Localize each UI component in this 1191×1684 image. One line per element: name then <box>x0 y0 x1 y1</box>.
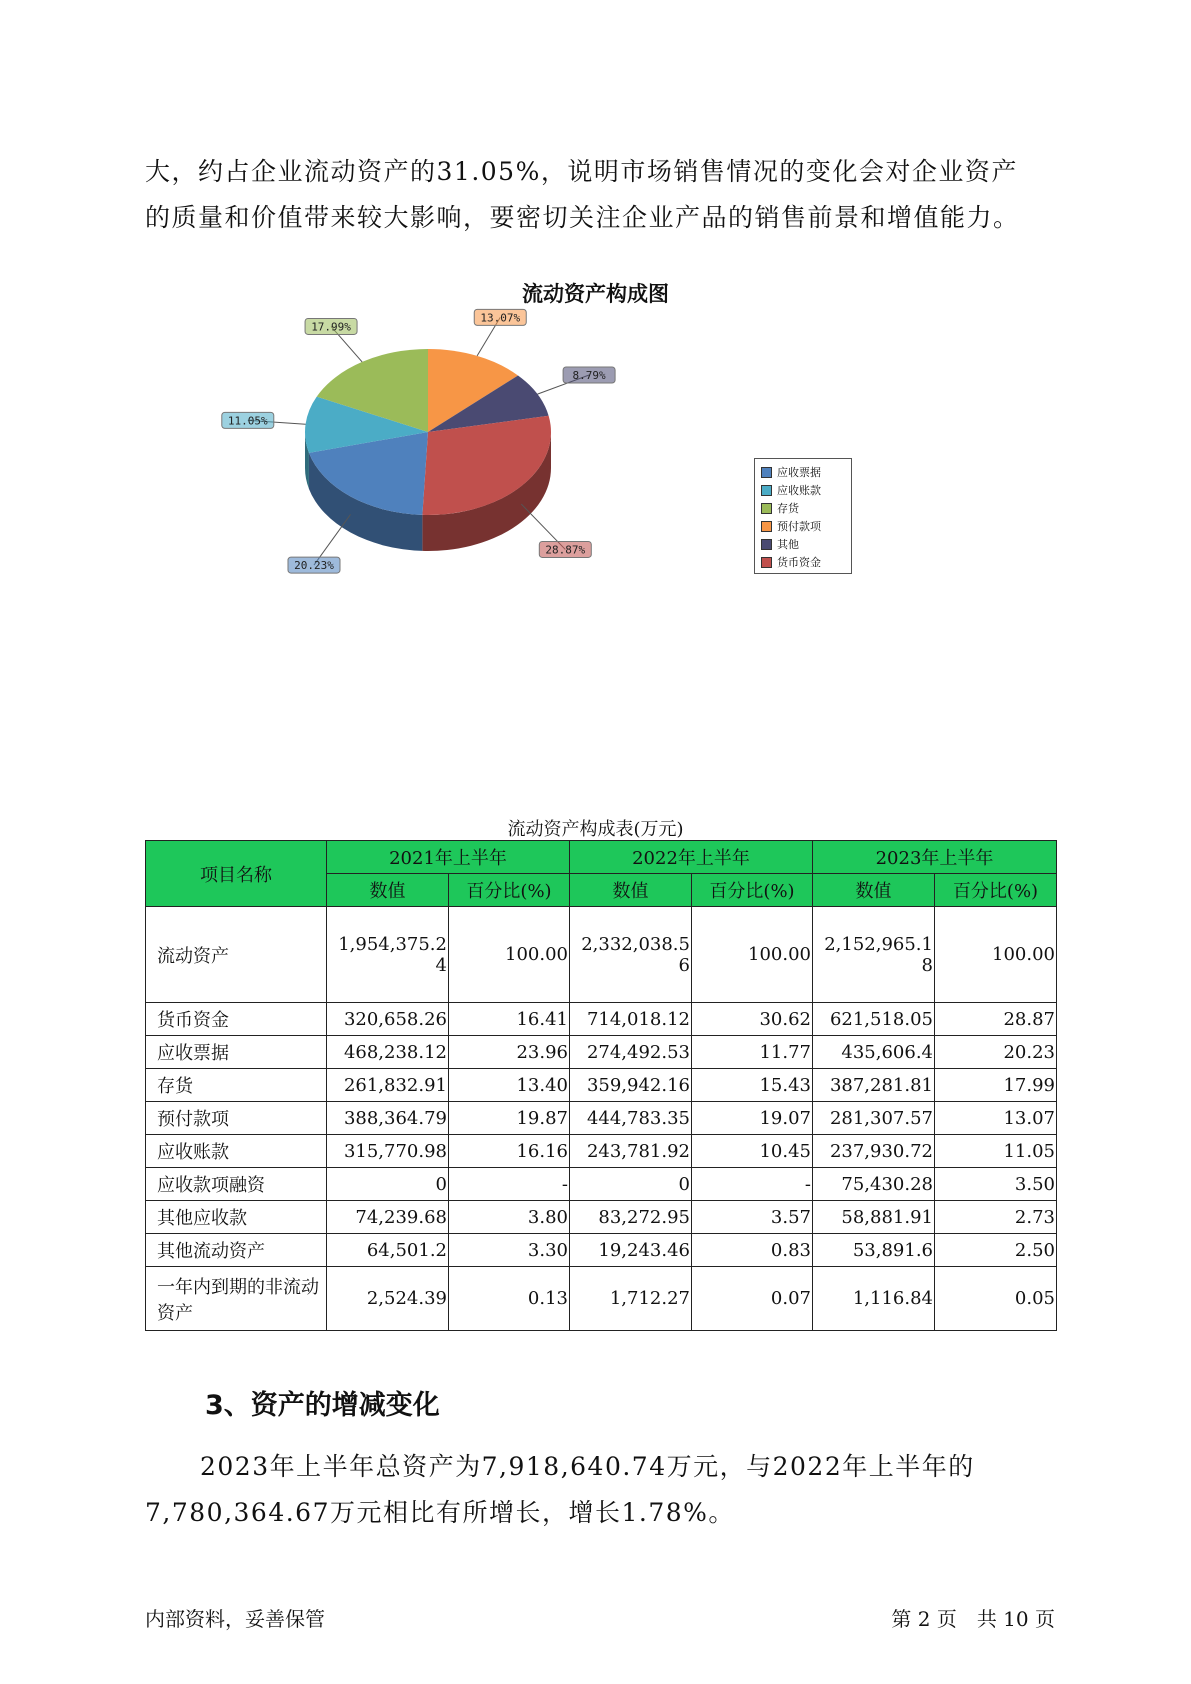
table-caption: 流动资产构成表(万元) <box>507 819 684 840</box>
row-item-name: 应收票据 <box>146 1036 327 1069</box>
table-row <box>146 1135 1057 1168</box>
pie-data-label: 17.99% <box>311 320 351 334</box>
cell-value: 1,116.84 <box>813 1267 935 1331</box>
header-value: 数值 <box>813 874 935 907</box>
body-paragraph-line-2: 的质量和价值带来较大影响，要密切关注企业产品的销售前景和增值能力。 <box>145 203 1020 232</box>
legend-label: 存货 <box>777 502 799 515</box>
cell-percent: 0.05 <box>935 1267 1057 1331</box>
pie-data-label: 8.79% <box>572 369 606 383</box>
cell-value: 2,332,038.56 <box>570 907 692 1003</box>
table-row <box>146 907 1057 1003</box>
cell-value: 237,930.72 <box>813 1135 935 1168</box>
header-year-2023: 2023年上半年 <box>813 841 1057 874</box>
cell-percent: 16.16 <box>449 1135 570 1168</box>
cell-value: 468,238.12 <box>327 1036 449 1069</box>
cell-value: 58,881.91 <box>813 1201 935 1234</box>
cell-percent: 100.00 <box>935 907 1057 1003</box>
cell-value: 388,364.79 <box>327 1102 449 1135</box>
legend-swatch <box>761 485 772 496</box>
pie-data-label: 20.23% <box>294 559 334 573</box>
legend-swatch <box>761 539 772 550</box>
legend-item <box>761 535 847 553</box>
row-item-name: 其他流动资产 <box>146 1234 327 1267</box>
legend-item <box>761 481 847 499</box>
table-row <box>146 1036 1057 1069</box>
header-value: 数值 <box>327 874 449 907</box>
legend-swatch <box>761 557 772 568</box>
cell-percent: 19.87 <box>449 1102 570 1135</box>
cell-percent: 19.07 <box>692 1102 813 1135</box>
header-year-2022: 2022年上半年 <box>570 841 813 874</box>
table-row <box>146 1102 1057 1135</box>
row-item-name: 应收款项融资 <box>146 1168 327 1201</box>
cell-percent: 3.57 <box>692 1201 813 1234</box>
cell-value: 621,518.05 <box>813 1003 935 1036</box>
header-percent: 百分比(%) <box>692 874 813 907</box>
cell-percent: 13.40 <box>449 1069 570 1102</box>
header-year-2021: 2021年上半年 <box>327 841 570 874</box>
row-item-name: 存货 <box>146 1069 327 1102</box>
row-item-name: 一年内到期的非流动资产 <box>146 1267 327 1331</box>
pie-data-label: 11.05% <box>227 414 268 428</box>
cell-percent: 0.07 <box>692 1267 813 1331</box>
cell-value: 1,954,375.24 <box>327 907 449 1003</box>
header-percent: 百分比(%) <box>935 874 1057 907</box>
cell-percent: 11.05 <box>935 1135 1057 1168</box>
chart-title: 流动资产构成图 <box>522 282 669 306</box>
table-row <box>146 1003 1057 1036</box>
legend-swatch <box>761 503 772 514</box>
legend-item <box>761 517 847 535</box>
cell-value: 2,152,965.18 <box>813 907 935 1003</box>
cell-percent: 11.77 <box>692 1036 813 1069</box>
table-row <box>146 1069 1057 1102</box>
cell-value: 444,783.35 <box>570 1102 692 1135</box>
row-item-name: 货币资金 <box>146 1003 327 1036</box>
cell-percent: 20.23 <box>935 1036 1057 1069</box>
section-heading: 3、资产的增减变化 <box>205 1390 440 1421</box>
cell-value: 0 <box>327 1168 449 1201</box>
table-row <box>146 1267 1057 1331</box>
row-item-name: 流动资产 <box>146 907 327 1003</box>
cell-value: 75,430.28 <box>813 1168 935 1201</box>
cell-percent: 2.73 <box>935 1201 1057 1234</box>
table-row <box>146 1201 1057 1234</box>
legend-item <box>761 463 847 481</box>
cell-value: 53,891.6 <box>813 1234 935 1267</box>
header-percent: 百分比(%) <box>449 874 570 907</box>
cell-value: 0 <box>570 1168 692 1201</box>
cell-value: 2,524.39 <box>327 1267 449 1331</box>
pie-chart <box>0 0 1191 700</box>
cell-percent: 3.50 <box>935 1168 1057 1201</box>
chart-legend <box>754 458 852 574</box>
cell-value: 261,832.91 <box>327 1069 449 1102</box>
cell-percent: 100.00 <box>449 907 570 1003</box>
cell-value: 435,606.4 <box>813 1036 935 1069</box>
cell-value: 315,770.98 <box>327 1135 449 1168</box>
pie-data-label: 13.07% <box>480 311 521 325</box>
section-paragraph-line-1: 2023年上半年总资产为7,918,640.74万元，与2022年上半年的 <box>200 1452 975 1481</box>
legend-label: 其他 <box>777 538 799 551</box>
cell-percent: 100.00 <box>692 907 813 1003</box>
cell-percent: 15.43 <box>692 1069 813 1102</box>
cell-value: 74,239.68 <box>327 1201 449 1234</box>
cell-percent: 2.50 <box>935 1234 1057 1267</box>
current-assets-table <box>145 840 1057 1331</box>
legend-swatch <box>761 521 772 532</box>
table-row <box>146 1234 1057 1267</box>
cell-percent: 0.13 <box>449 1267 570 1331</box>
cell-value: 243,781.92 <box>570 1135 692 1168</box>
cell-value: 387,281.81 <box>813 1069 935 1102</box>
body-paragraph-line-1: 大，约占企业流动资产的31.05%，说明市场销售情况的变化会对企业资产 <box>145 157 1018 186</box>
cell-value: 714,018.12 <box>570 1003 692 1036</box>
cell-value: 320,658.26 <box>327 1003 449 1036</box>
cell-value: 281,307.57 <box>813 1102 935 1135</box>
cell-value: 1,712.27 <box>570 1267 692 1331</box>
row-item-name: 应收账款 <box>146 1135 327 1168</box>
row-item-name: 预付款项 <box>146 1102 327 1135</box>
cell-percent: - <box>449 1168 570 1201</box>
legend-swatch <box>761 467 772 478</box>
row-item-name: 其他应收款 <box>146 1201 327 1234</box>
footer-page-number: 第 2 页 共 10 页 <box>891 1607 1055 1631</box>
pie-data-label: 28.87% <box>545 543 586 557</box>
header-item-name: 项目名称 <box>146 841 327 907</box>
cell-percent: 30.62 <box>692 1003 813 1036</box>
cell-percent: 17.99 <box>935 1069 1057 1102</box>
cell-percent: 3.80 <box>449 1201 570 1234</box>
cell-value: 19,243.46 <box>570 1234 692 1267</box>
cell-percent: 0.83 <box>692 1234 813 1267</box>
cell-percent: 3.30 <box>449 1234 570 1267</box>
legend-item <box>761 553 847 571</box>
header-value: 数值 <box>570 874 692 907</box>
legend-label: 货币资金 <box>777 556 821 569</box>
cell-percent: 10.45 <box>692 1135 813 1168</box>
cell-value: 64,501.2 <box>327 1234 449 1267</box>
cell-percent: 16.41 <box>449 1003 570 1036</box>
cell-value: 359,942.16 <box>570 1069 692 1102</box>
section-paragraph-line-2: 7,780,364.67万元相比有所增长，增长1.78%。 <box>145 1498 735 1527</box>
legend-label: 应收账款 <box>777 484 821 497</box>
cell-percent: 23.96 <box>449 1036 570 1069</box>
table-row <box>146 1168 1057 1201</box>
cell-percent: - <box>692 1168 813 1201</box>
cell-percent: 13.07 <box>935 1102 1057 1135</box>
cell-percent: 28.87 <box>935 1003 1057 1036</box>
legend-label: 预付款项 <box>777 520 821 533</box>
cell-value: 274,492.53 <box>570 1036 692 1069</box>
footer-confidential-note: 内部资料，妥善保管 <box>145 1607 325 1631</box>
legend-item <box>761 499 847 517</box>
legend-label: 应收票据 <box>777 466 821 479</box>
cell-value: 83,272.95 <box>570 1201 692 1234</box>
